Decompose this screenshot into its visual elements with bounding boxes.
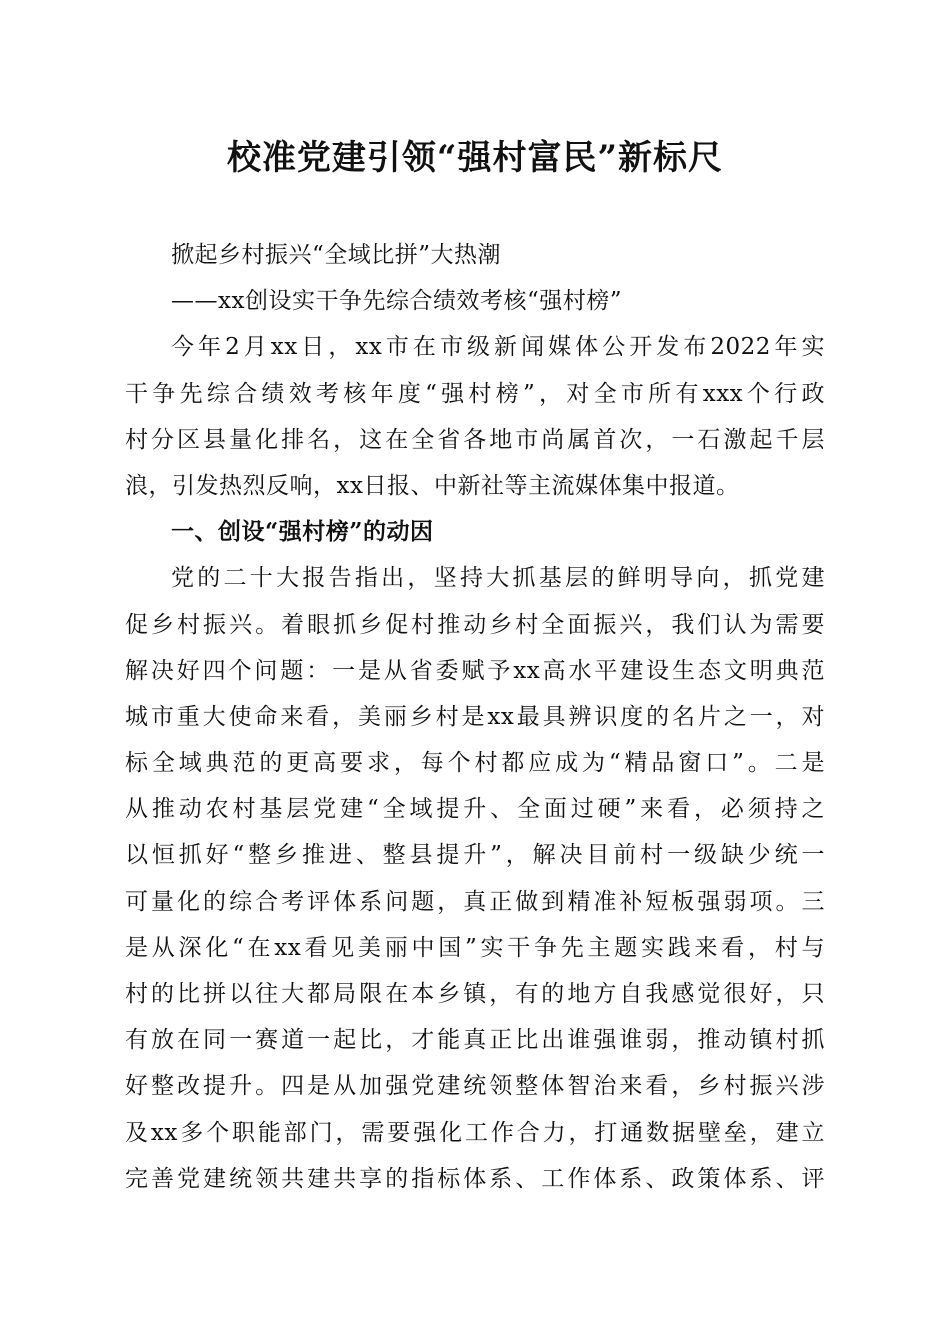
document-body (125, 232, 825, 1202)
paragraph-line: 有放在同一赛道一起比，才能真正比出谁强谁弱，推动镇村抓 (125, 1027, 825, 1054)
paragraph-line: 党的二十大报告指出，坚持大抓基层的鲜明导向，抓党建 (171, 565, 825, 592)
paragraph-line: 及xx多个职能部门，需要强化工作合力，打通数据壁垒，建立 (125, 1119, 825, 1146)
subtitle-line-2: ——xx创设实干争先综合绩效考核“强村榜” (171, 288, 622, 315)
paragraph-line: 是从深化“在xx看见美丽中国”实干争先主题实践来看，村与 (125, 934, 825, 961)
paragraph-line: 可量化的综合考评体系问题，真正做到精准补短板强弱项。三 (125, 888, 825, 915)
paragraph-line: 今年2月xx日，xx市在市级新闻媒体公开发布2022年实 (171, 334, 825, 361)
paragraph-line: 浪，引发热烈反响，xx日报、中新社等主流媒体集中报道。 (125, 472, 740, 499)
paragraph-line: 城市重大使命来看，美丽乡村是xx最具辨识度的名片之一，对 (125, 703, 825, 730)
paragraph-line: 村的比拼以往大都局限在本乡镇，有的地方自我感觉很好，只 (125, 981, 825, 1007)
paragraph-line: 解决好四个问题：一是从省委赋予xx高水平建设生态文明典范 (125, 657, 825, 684)
subtitle-line-1: 掀起乡村振兴“全域比拼”大热潮 (171, 242, 502, 268)
paragraph-line: 好整改提升。四是从加强党建统领整体智治来看，乡村振兴涉 (125, 1073, 825, 1100)
paragraph-line: 以恒抓好“整乡推进、整县提升”，解决目前村一级缺少统一 (125, 842, 825, 869)
section-heading: 一、创设“强村榜”的动因 (171, 518, 434, 546)
document-title: 校准党建引领“强村富民”新标尺 (226, 138, 724, 178)
paragraph-line: 完善党建统领共建共享的指标体系、工作体系、政策体系、评 (125, 1165, 825, 1192)
paragraph-2 (125, 555, 825, 1202)
paragraph-line: 干争先综合绩效考核年度“强村榜”，对全市所有xxx个行政 (125, 380, 825, 407)
paragraph-line: 促乡村振兴。着眼抓乡促村推动乡村全面振兴，我们认为需要 (125, 611, 825, 638)
paragraph-line: 标全域典范的更高要求，每个村都应成为“精品窗口”。二是 (125, 750, 825, 777)
paragraph-line: 从推动农村基层党建“全域提升、全面过硬”来看，必须持之 (125, 796, 825, 823)
paragraph-line: 村分区县量化排名，这在全省各地市尚属首次，一石激起千层 (125, 426, 825, 453)
paragraph-1 (125, 324, 825, 509)
